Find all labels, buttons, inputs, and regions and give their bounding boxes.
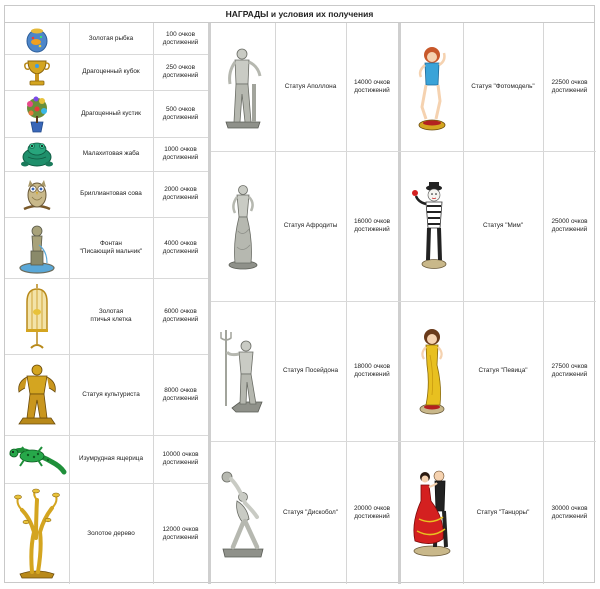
fountain-icon xyxy=(5,217,69,278)
reward-points: 1000 очков достижений xyxy=(162,146,199,161)
reward-points: 27500 очков достижений xyxy=(551,363,588,378)
malachite-toad-icon xyxy=(5,137,69,171)
discobolus-statue-icon xyxy=(211,441,275,584)
reward-name: Статуя Афродиты xyxy=(283,222,338,230)
reward-points: 4000 очков достижений xyxy=(162,239,199,255)
reward-name: Статуя "Певица" xyxy=(478,367,528,375)
bodybuilder-statue-icon xyxy=(5,354,69,435)
reward-name: Золотая рыбка xyxy=(88,34,134,42)
reward-points: 100 очков достижений xyxy=(162,30,199,46)
reward-points: 2000 очков достижений xyxy=(162,186,199,201)
mime-statue-icon xyxy=(401,151,463,301)
reward-name: Драгоценный кубок xyxy=(82,68,140,76)
reward-name: Статуя "Танцоры" xyxy=(476,508,530,516)
dancers-statue-icon xyxy=(401,441,463,584)
reward-points: 20000 очков достижений xyxy=(353,504,391,520)
reward-points: 6000 очков достижений xyxy=(162,308,199,323)
poseidon-statue-icon xyxy=(211,301,275,441)
reward-name: Статуя "Дискобол" xyxy=(282,508,339,516)
reward-points: 18000 очков достижений xyxy=(353,363,391,378)
reward-name: Бриллиантовая сова xyxy=(80,190,142,198)
apollo-statue-icon xyxy=(211,23,275,151)
reward-points: 8000 очков достижений xyxy=(162,386,199,402)
reward-points: 16000 очков достижений xyxy=(353,218,391,233)
birdcage-icon xyxy=(5,278,69,354)
reward-name: Драгоценный кустик xyxy=(81,109,141,117)
goldfish-jar-icon xyxy=(5,23,69,54)
diamond-owl-icon xyxy=(5,171,69,217)
emerald-lizard-icon xyxy=(5,435,69,483)
reward-name: Золотая птичья клетка xyxy=(90,308,132,323)
golden-tree-icon xyxy=(5,483,69,584)
aphrodite-statue-icon xyxy=(211,151,275,301)
reward-name: Малахитовая жаба xyxy=(82,150,140,158)
reward-points: 22500 очков достижений xyxy=(551,79,588,94)
golden-cup-icon xyxy=(5,54,69,90)
reward-name: Статуя Аполлона xyxy=(284,83,337,91)
reward-points: 30000 очков достижений xyxy=(551,504,588,520)
singer-statue-icon xyxy=(401,301,463,441)
reward-name: Статуя культуриста xyxy=(82,390,140,398)
reward-name: Статуя "Мим" xyxy=(482,222,524,230)
reward-points: 14000 очков достижений xyxy=(353,79,391,94)
reward-points: 500 очков достижений xyxy=(162,105,199,121)
reward-name: Фонтан "Писающий мальчик" xyxy=(79,239,143,255)
reward-name: Изумрудная ящерица xyxy=(78,455,144,463)
reward-points: 25000 очков достижений xyxy=(551,218,588,233)
rewards-table xyxy=(4,5,595,583)
rewards-grid xyxy=(5,23,594,584)
table-title: НАГРАДЫ и условия их получения xyxy=(5,6,594,23)
reward-points: 10000 очков достижений xyxy=(162,451,199,466)
jewel-bush-icon xyxy=(5,90,69,137)
reward-name: Статуя Посейдона xyxy=(282,367,339,375)
reward-points: 250 очков достижений xyxy=(162,64,199,79)
reward-name: Статуя "Фотомодель" xyxy=(471,83,535,91)
model-statue-icon xyxy=(401,23,463,151)
reward-name: Золотое дерево xyxy=(87,529,135,537)
reward-points: 12000 очков достижений xyxy=(162,525,199,541)
